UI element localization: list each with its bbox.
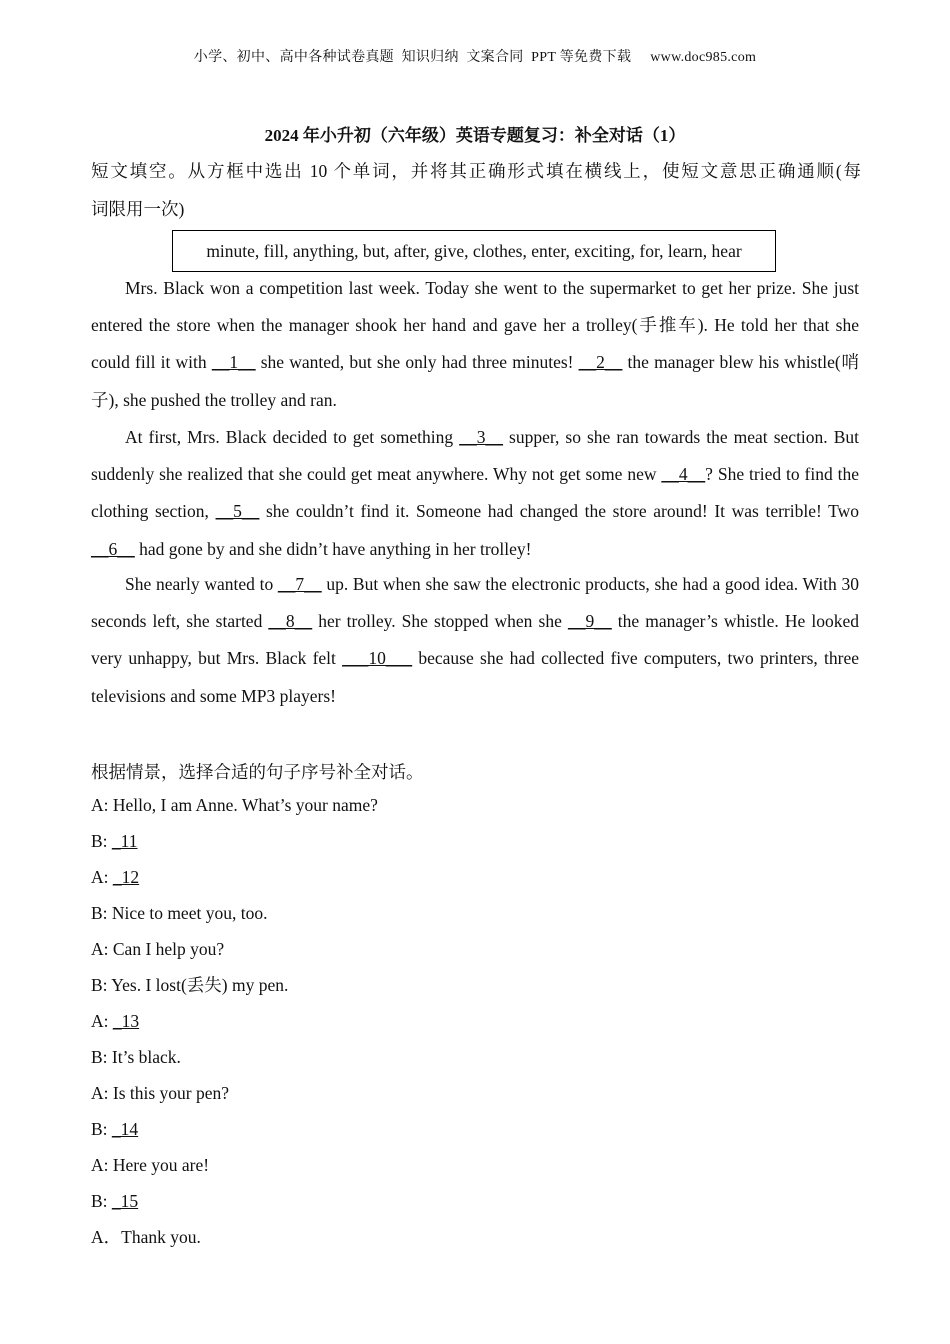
dialogue-line <box>91 1039 791 1075</box>
blank-2: __2__ <box>578 352 623 373</box>
paragraph-text: had gone by and she didn’t have anything in her trolley! <box>134 538 532 559</box>
dialogue-line <box>91 1111 791 1147</box>
dialogue-line <box>91 1075 791 1111</box>
paragraph-text: her trolley. She stopped when she <box>312 611 568 632</box>
blank-9: __9__ <box>567 611 612 632</box>
blank-5: __5__ <box>215 501 260 522</box>
dialogue-text: Here you are! <box>112 1155 210 1175</box>
page-title: 2024 年小升初（六年级）英语专题复习：补全对话（1） <box>264 126 686 145</box>
dialogue-text: Is this your pen? <box>112 1083 230 1103</box>
word-box-text: minute, fill, anything, but, after, give, clothes, enter, exciting, for, learn, hear <box>206 240 742 261</box>
dialogue-line <box>91 787 791 823</box>
speaker-label: B: <box>91 903 112 923</box>
speaker-label: A: <box>91 939 113 959</box>
part1-instruction-line1: 短文填空。从方框中选出 10 个单词，并将其正确形式填在横线上，使短文意思正确通顺(每 <box>91 161 861 181</box>
speaker-label: A: <box>91 1155 113 1175</box>
paragraph-text: the manager blew his whistle(哨子), she pushed the trolley and ran. <box>91 352 859 410</box>
paragraph-text: She nearly wanted to <box>125 574 278 594</box>
blank-1: __1__ <box>211 352 256 373</box>
dialogue-line <box>91 1183 791 1219</box>
dialogue-line <box>91 895 791 931</box>
speaker-label: A: <box>91 795 113 815</box>
paragraph-text: she couldn’t find it. Someone had changed the store around! It was terrible! Two <box>259 501 859 522</box>
speaker-label: B: <box>91 1119 112 1139</box>
dialogue-line <box>91 931 791 967</box>
speaker-label: B: <box>91 1191 112 1211</box>
speaker-label: A: <box>91 1083 113 1103</box>
part2-instruction: 根据情景，选择合适的句子序号补全对话。 <box>91 762 424 782</box>
paragraph-text: Mrs. Black won a competition last week. Today she went to the supermarket to get her prize. She just entered the store when the manager shook her hand and gave her a trolley(手推车). He told her that she could fill it with <box>91 278 859 373</box>
dialogue-line <box>91 823 791 859</box>
blank-4: __4__ <box>661 464 706 485</box>
speaker-label: A: <box>91 867 113 887</box>
blank-14: _14 <box>111 1119 139 1139</box>
speaker-label: B: <box>91 975 112 995</box>
blank-6: __6__ <box>91 538 135 559</box>
word-box <box>172 230 776 272</box>
blank-7: __7__ <box>277 574 322 594</box>
speaker-label: A: <box>91 1011 113 1031</box>
dialogue-text: Hello, I am Anne. What’s your name? <box>112 795 378 815</box>
option-a: A．Thank you. <box>91 1227 201 1247</box>
paragraph-text: supper, so she ran towards the meat section. But suddenly she realized that she could get meat anywhere. Why not get some new <box>91 427 860 485</box>
blank-8: __8__ <box>268 611 313 632</box>
paragraph-text: ? She tried to find the clothing section, <box>91 464 859 522</box>
dialogue-text: Nice to meet you, too. <box>111 903 268 923</box>
dialogue-line <box>91 1147 791 1183</box>
page-header: 小学、初中、高中各种试卷真题 知识归纳 文案合同 PPT 等免费下载 www.doc985.com <box>193 50 757 65</box>
part1-instruction-line2: 词限用一次) <box>91 199 185 219</box>
passage-paragraph-1 <box>91 270 859 419</box>
dialogue-text: Yes. I lost(丢失) my pen. <box>111 975 289 995</box>
blank-13: _13 <box>112 1011 140 1031</box>
blank-3: __3__ <box>459 427 503 447</box>
paragraph-text: up. But when she saw the electronic products, she had a good idea. With 30 seconds left, she started <box>91 574 859 632</box>
passage-paragraph-3 <box>91 566 859 715</box>
dialogue <box>91 787 791 1255</box>
dialogue-line <box>91 859 791 895</box>
dialogue-text: Can I help you? <box>112 939 225 959</box>
speaker-label: B: <box>91 1047 112 1067</box>
blank-12: _12 <box>112 867 140 887</box>
speaker-label: B: <box>91 831 112 851</box>
passage-paragraph-2 <box>91 419 859 568</box>
paragraph-text: she wanted, but she only had three minutes! <box>255 352 579 373</box>
dialogue-text: It’s black. <box>111 1047 181 1067</box>
paragraph-text: because she had collected five computers, two printers, three televisions and some MP3 players! <box>91 648 859 706</box>
dialogue-line <box>91 967 791 1003</box>
paragraph-text: At first, Mrs. Black decided to get something <box>125 427 460 447</box>
blank-11: _11 <box>111 831 138 851</box>
paragraph-text: the manager’s whistle. He looked very unhappy, but Mrs. Black felt <box>91 611 860 669</box>
blank-15: _15 <box>111 1191 139 1211</box>
dialogue-line <box>91 1003 791 1039</box>
blank-10: ___10___ <box>342 648 413 669</box>
